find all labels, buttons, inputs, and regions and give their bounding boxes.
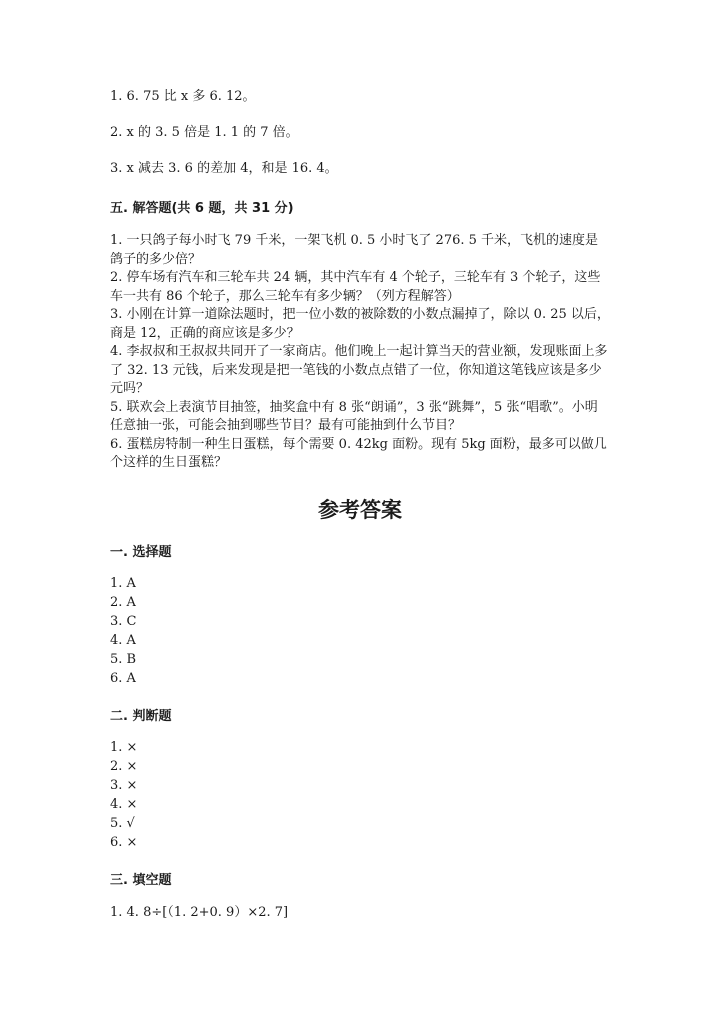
choice-heading: 一. 选择题 xyxy=(110,545,172,560)
choice-answers xyxy=(110,574,136,688)
answers-title: 参考答案 xyxy=(318,498,402,522)
judge-answer: 1. × xyxy=(110,740,138,755)
fill-answer: 1. 4. 8÷[（1. 2+0. 9）×2. 7] xyxy=(110,905,289,920)
choice-answer: 6. A xyxy=(110,671,136,686)
judge-answer: 5. √ xyxy=(110,816,135,831)
problem-4: 4. 李叔叔和王叔叔共同开了一家商店。他们晚上一起计算当天的营业额，发现账面上多了 32. 13 元钱，后来发现是把一笔钱的小数点点错了一位，你知道这笔钱应该是多少元吗？ xyxy=(110,344,608,396)
choice-answer: 4. A xyxy=(110,633,136,648)
judge-answer: 4. × xyxy=(110,797,138,812)
problem-2: 2. 停车场有汽车和三轮车共 24 辆，其中汽车有 4 个轮子，三轮车有 3 个轮子，这些车一共有 86 个轮子，那么三轮车有多少辆？（列方程解答） xyxy=(110,270,601,304)
problem-list xyxy=(110,232,610,473)
fill-heading: 三. 填空题 xyxy=(110,873,172,888)
judge-heading: 二. 判断题 xyxy=(110,709,172,724)
problem-1: 1. 一只鸽子每小时飞 79 千米，一架飞机 0. 5 小时飞了 276. 5 千米，飞机的速度是鸽子的多少倍？ xyxy=(110,233,599,267)
problem-3: 3. 小刚在计算一道除法题时，把一位小数的被除数的小数点漏掉了，除以 0. 25 以后，商是 12，正确的商应该是多少？ xyxy=(110,307,610,341)
choice-answer: 2. A xyxy=(110,595,136,610)
judge-answers xyxy=(110,738,137,852)
judge-answer: 2. × xyxy=(110,759,138,774)
equation-2: 2. x 的 3. 5 倍是 1. 1 的 7 倍。 xyxy=(110,125,299,140)
fill-answers xyxy=(110,903,288,922)
problem-6: 6. 蛋糕房特制一种生日蛋糕，每个需要 0. 42kg 面粉。现有 5kg 面粉，最多可以做几个这样的生日蛋糕？ xyxy=(110,436,607,470)
judge-answer: 3. × xyxy=(110,778,138,793)
section-5-heading: 五. 解答题(共 6 题，共 31 分) xyxy=(110,201,294,216)
equation-1: 1. 6. 75 比 x 多 6. 12。 xyxy=(110,89,256,104)
problem-5: 5. 联欢会上表演节目抽签，抽奖盒中有 8 张“朗诵”，3 张“跳舞”，5 张“唱歌”。小明任意抽一张，可能会抽到哪些节目？最有可能抽到什么节目？ xyxy=(110,399,598,433)
choice-answer: 5. B xyxy=(110,652,137,667)
choice-answer: 3. C xyxy=(110,614,137,629)
choice-answer: 1. A xyxy=(110,576,136,591)
equation-3: 3. x 减去 3. 6 的差加 4，和是 16. 4。 xyxy=(110,161,338,176)
judge-answer: 6. × xyxy=(110,835,138,850)
